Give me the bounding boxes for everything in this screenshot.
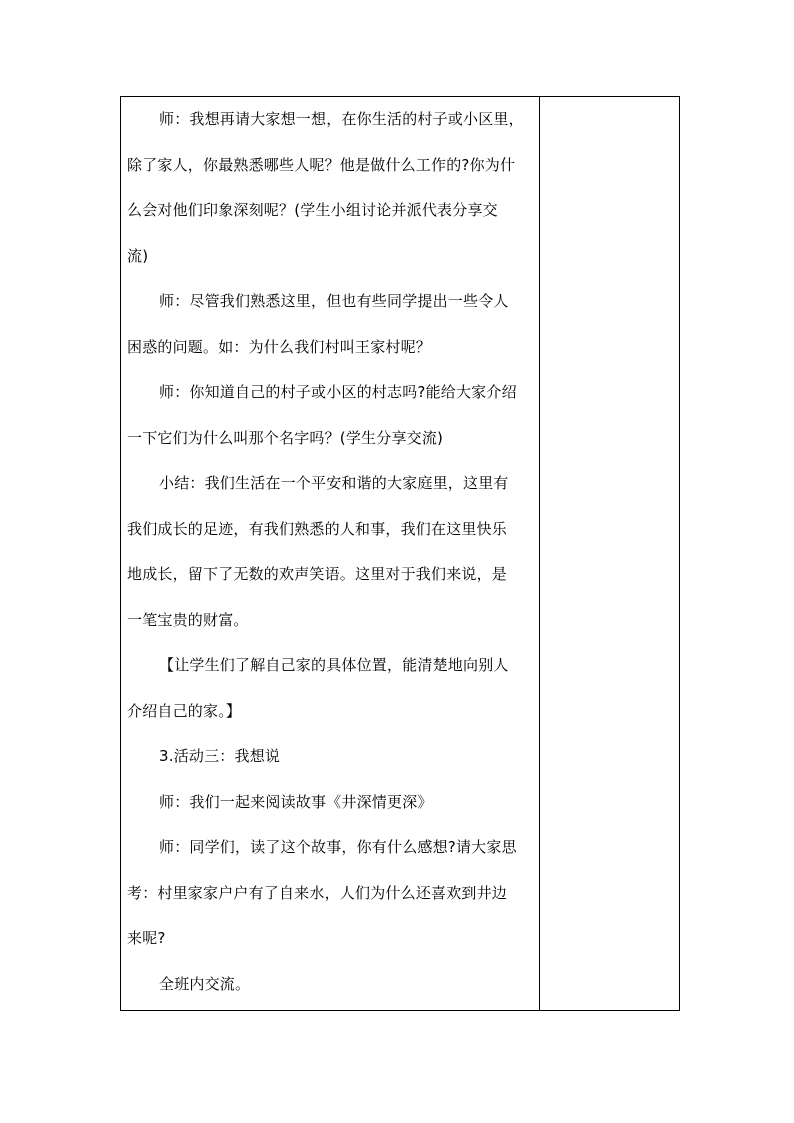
text-line: 【让学生们了解自己家的具体位置，能清楚地向别人 <box>159 656 509 674</box>
paragraph-summary <box>127 461 535 643</box>
text-line: 一下它们为什么叫那个名字吗？(学生分享交流) <box>127 428 444 447</box>
text-line: 小结：我们生活在一个平安和谐的大家庭里，这里有 <box>159 474 509 492</box>
paragraph-teacher-village-record <box>127 370 535 461</box>
paragraph-teacher-village-name <box>127 279 535 370</box>
text-line: 师：你知道自己的村子或小区的村志吗?能给大家介绍 <box>159 383 517 401</box>
text-line: 师：同学们，读了这个故事，你有什么感想?请大家思 <box>159 838 517 856</box>
text-line: 么会对他们印象深刻呢？(学生小组讨论并派代表分享交 <box>127 201 498 219</box>
text-line: 考：村里家家户户有了自来水，人们为什么还喜欢到井边 <box>127 883 508 902</box>
paragraph-teacher-reflection <box>127 825 535 962</box>
text-line: 师：我想再请大家想一想，在你生活的村子或小区里， <box>159 110 524 128</box>
text-line: 来呢? <box>127 929 166 947</box>
lesson-table <box>120 96 680 1011</box>
paragraph-teacher-read-story <box>127 780 535 826</box>
text-line: 全班内交流。 <box>159 975 251 993</box>
paragraph-activity-three-heading <box>127 734 535 780</box>
paragraph-goal-note <box>127 643 535 734</box>
notes-cell <box>540 97 679 1010</box>
text-line: 介绍自己的家。】 <box>127 701 242 720</box>
text-line: 流) <box>127 246 149 265</box>
text-line: 地成长，留下了无数的欢声笑语。这里对于我们来说，是 <box>127 565 508 583</box>
text-line: 困惑的问题。如：为什么我们村叫王家村呢？ <box>127 337 432 356</box>
text-line: 师：我们一起来阅读故事《井深情更深》 <box>159 793 433 811</box>
text-line: 3.活动三：我想说 <box>159 747 281 765</box>
paragraph-teacher-question-neighbors <box>127 97 535 279</box>
text-line: 一笔宝贵的财富。 <box>127 610 249 629</box>
text-line: 我们成长的足迹，有我们熟悉的人和事，我们在这里快乐 <box>127 519 508 538</box>
text-line: 师：尽管我们熟悉这里，但也有些同学提出一些令人 <box>159 292 509 310</box>
text-line: 除了家人，你最熟悉哪些人呢？他是做什么工作的?你为什 <box>127 155 516 174</box>
lesson-content-cell <box>127 97 535 1010</box>
paragraph-class-discussion <box>127 962 535 1008</box>
